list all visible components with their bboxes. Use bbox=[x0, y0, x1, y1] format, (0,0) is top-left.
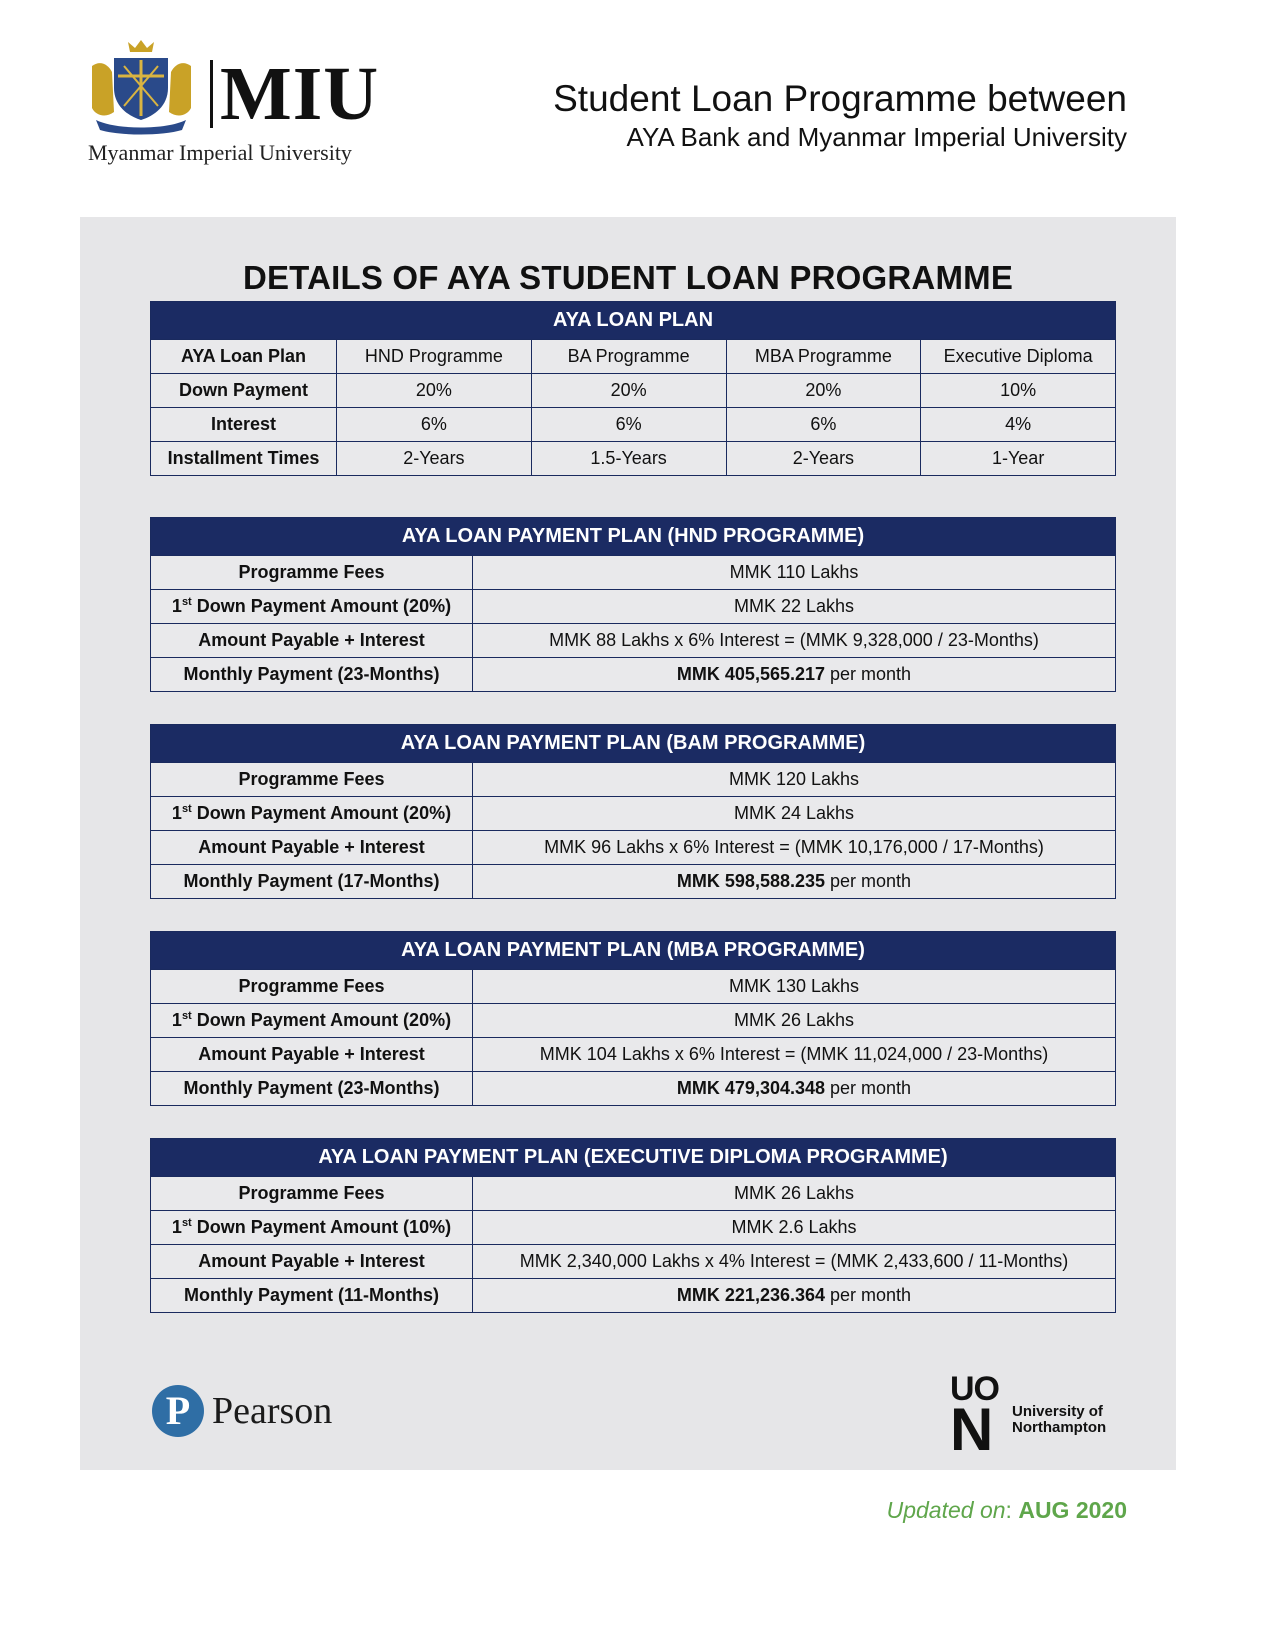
table-row bbox=[151, 658, 1116, 692]
table-cell: 20% bbox=[337, 374, 532, 408]
uon-wordmark: University of Northampton bbox=[1012, 1403, 1107, 1436]
row-label: Amount Payable + Interest bbox=[151, 1245, 473, 1279]
table-cell: MMK 130 Lakhs bbox=[473, 970, 1116, 1004]
row-label: 1st Down Payment Amount (20%) bbox=[151, 1004, 473, 1038]
table-heading: AYA LOAN PAYMENT PLAN (HND PROGRAMME) bbox=[151, 518, 1116, 556]
table-cell: MMK 88 Lakhs x 6% Interest = (MMK 9,328,000 / 23-Months) bbox=[473, 624, 1116, 658]
logo-subtitle: Myanmar Imperial University bbox=[88, 140, 352, 165]
table-row bbox=[151, 1279, 1116, 1313]
table-cell: MMK 2.6 Lakhs bbox=[473, 1211, 1116, 1245]
table-row bbox=[151, 408, 1116, 442]
column-header: MBA Programme bbox=[726, 340, 921, 374]
row-label: Monthly Payment (17-Months) bbox=[151, 865, 473, 899]
table-heading: AYA LOAN PAYMENT PLAN (EXECUTIVE DIPLOMA PROGRAMME) bbox=[151, 1139, 1116, 1177]
table-row bbox=[151, 556, 1116, 590]
loan-plan-table bbox=[150, 301, 1116, 476]
logo-mark: MIU bbox=[220, 52, 380, 136]
row-label: Programme Fees bbox=[151, 556, 473, 590]
uon-mark-bottom: N bbox=[950, 1396, 994, 1463]
doc-title: DETAILS OF AYA STUDENT LOAN PROGRAMME bbox=[242, 259, 1014, 296]
table-cell: MMK 405,565.217 per month bbox=[473, 658, 1116, 692]
table-cell: 1.5-Years bbox=[531, 442, 726, 476]
updated-date: AUG 2020 bbox=[1018, 1497, 1127, 1523]
table-row bbox=[151, 624, 1116, 658]
table-cell: 10% bbox=[921, 374, 1116, 408]
table-heading: AYA LOAN PAYMENT PLAN (MBA PROGRAMME) bbox=[151, 932, 1116, 970]
table-cell: MMK 104 Lakhs x 6% Interest = (MMK 11,024,000 / 23-Months) bbox=[473, 1038, 1116, 1072]
table-cell: MMK 120 Lakhs bbox=[473, 763, 1116, 797]
content-panel bbox=[80, 217, 1176, 1470]
pearson-wordmark: Pearson bbox=[212, 1390, 333, 1432]
header-subtitle: AYA Bank and Myanmar Imperial University bbox=[626, 122, 1127, 152]
logo-divider bbox=[210, 60, 213, 128]
row-label: Programme Fees bbox=[151, 763, 473, 797]
header-title: Student Loan Programme between bbox=[553, 78, 1127, 119]
payment-plan-executive-table bbox=[150, 1138, 1116, 1313]
table-cell: MMK 598,588.235 per month bbox=[473, 865, 1116, 899]
row-label: Monthly Payment (23-Months) bbox=[151, 658, 473, 692]
table-row bbox=[151, 797, 1116, 831]
table-cell: MMK 2,340,000 Lakhs x 4% Interest = (MMK 2,433,600 / 11-Months) bbox=[473, 1245, 1116, 1279]
row-label: Interest bbox=[151, 408, 337, 442]
table-heading: AYA LOAN PAYMENT PLAN (BAM PROGRAMME) bbox=[151, 725, 1116, 763]
table-row bbox=[151, 1177, 1116, 1211]
table-row bbox=[151, 970, 1116, 1004]
updated-note: Updated on: AUG 2020 bbox=[886, 1497, 1127, 1523]
table-cell: MMK 96 Lakhs x 6% Interest = (MMK 10,176,000 / 17-Months) bbox=[473, 831, 1116, 865]
table-cell: 1-Year bbox=[921, 442, 1116, 476]
table-cell: MMK 26 Lakhs bbox=[473, 1004, 1116, 1038]
table-cell: 20% bbox=[726, 374, 921, 408]
table-cell: MMK 24 Lakhs bbox=[473, 797, 1116, 831]
table-cell: MMK 221,236.364 per month bbox=[473, 1279, 1116, 1313]
column-header: AYA Loan Plan bbox=[151, 340, 337, 374]
row-label: 1st Down Payment Amount (20%) bbox=[151, 797, 473, 831]
table-row bbox=[151, 865, 1116, 899]
table-cell: 2-Years bbox=[337, 442, 532, 476]
column-header: HND Programme bbox=[337, 340, 532, 374]
table-row bbox=[151, 1038, 1116, 1072]
table-row bbox=[151, 1245, 1116, 1279]
row-label: Monthly Payment (23-Months) bbox=[151, 1072, 473, 1106]
row-label: Amount Payable + Interest bbox=[151, 1038, 473, 1072]
table-cell: MMK 479,304.348 per month bbox=[473, 1072, 1116, 1106]
table-cell: 6% bbox=[531, 408, 726, 442]
table-row bbox=[151, 590, 1116, 624]
row-label: Installment Times bbox=[151, 442, 337, 476]
row-label: Amount Payable + Interest bbox=[151, 624, 473, 658]
table-cell: 20% bbox=[531, 374, 726, 408]
uon-mark-top: UO bbox=[950, 1370, 999, 1408]
table-cell: 4% bbox=[921, 408, 1116, 442]
table-heading: AYA LOAN PLAN bbox=[151, 302, 1116, 340]
table-cell: MMK 110 Lakhs bbox=[473, 556, 1116, 590]
table-row bbox=[151, 1211, 1116, 1245]
miu-logo bbox=[84, 36, 384, 166]
payment-plan-bam-table bbox=[150, 724, 1116, 899]
updated-label: Updated on bbox=[886, 1497, 1006, 1523]
table-cell: 6% bbox=[337, 408, 532, 442]
table-cell: 2-Years bbox=[726, 442, 921, 476]
payment-plan-hnd-table bbox=[150, 517, 1116, 692]
table-cell: MMK 26 Lakhs bbox=[473, 1177, 1116, 1211]
table-row bbox=[151, 1004, 1116, 1038]
row-label: Programme Fees bbox=[151, 1177, 473, 1211]
northampton-logo bbox=[950, 1372, 1140, 1462]
row-label: Programme Fees bbox=[151, 970, 473, 1004]
table-cell: MMK 22 Lakhs bbox=[473, 590, 1116, 624]
pearson-logo bbox=[152, 1385, 372, 1449]
table-row bbox=[151, 442, 1116, 476]
pearson-p-icon: P bbox=[152, 1385, 204, 1437]
table-cell: 6% bbox=[726, 408, 921, 442]
table-row bbox=[151, 374, 1116, 408]
row-label: Amount Payable + Interest bbox=[151, 831, 473, 865]
crest-icon bbox=[84, 36, 199, 136]
table-row bbox=[151, 831, 1116, 865]
table-row bbox=[151, 340, 1116, 374]
row-label: 1st Down Payment Amount (10%) bbox=[151, 1211, 473, 1245]
table-row bbox=[151, 763, 1116, 797]
row-label: Down Payment bbox=[151, 374, 337, 408]
column-header: Executive Diploma bbox=[921, 340, 1116, 374]
row-label: Monthly Payment (11-Months) bbox=[151, 1279, 473, 1313]
table-row bbox=[151, 1072, 1116, 1106]
column-header: BA Programme bbox=[531, 340, 726, 374]
row-label: 1st Down Payment Amount (20%) bbox=[151, 590, 473, 624]
payment-plan-mba-table bbox=[150, 931, 1116, 1106]
